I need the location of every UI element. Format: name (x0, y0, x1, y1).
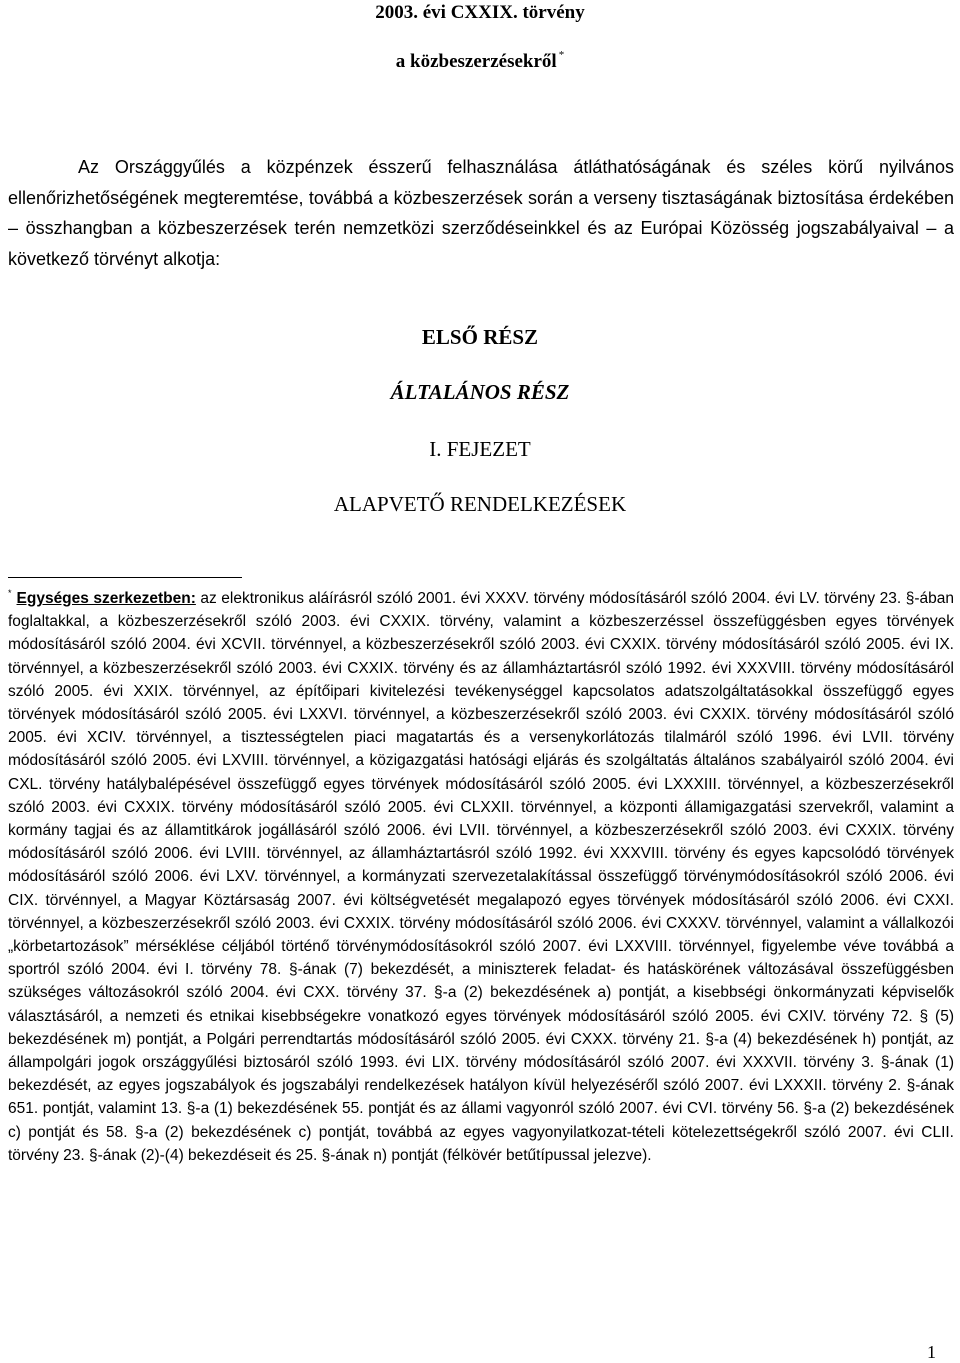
page-number: 1 (927, 1342, 936, 1362)
law-title (0, 2, 960, 24)
footnote-lead: Egységes szerkezetben: (16, 590, 196, 607)
law-subtitle (0, 49, 960, 73)
footnote-marker-bottom: * (8, 588, 12, 598)
law-subtitle-text: a közbeszerzésekről (395, 51, 557, 72)
preamble-text: Az Országgyűlés a közpénzek ésszerű felhasználása átláthatóságának és széles körű nyilvános ellenőrizhetőségének megteremtése, továbbá a közbeszerzések során a verseny tisztaságának biztosítása érdekében – összhangban a közbeszerzések terén nemzetközi szerződéseinkkel és az Európai Közösség jogszabályaival – a következő törvényt alkotja: (8, 157, 954, 269)
preamble-paragraph (8, 152, 954, 274)
general-part-heading: ÁLTALÁNOS RÉSZ (390, 380, 570, 404)
part-heading: ELSŐ RÉSZ (421, 325, 539, 349)
footnote-text: az elektronikus aláírásról szóló 2001. évi XXXV. törvény módosításáról szóló 2004. évi LV. törvény 23. §-ában foglaltakkal, a közbeszerzésekről szóló 2003. évi CXXIX. törvény, valamint a közbeszerzéssel összefüggésben egyes törvények módosításáról szóló 2004. évi XCVII. törvénnyel, a közbeszerzésekről szóló 2003. évi CXXIX. törvény módosításáról szóló 2005. évi IX. törvénnyel, a közbeszerzésekről szóló 2003. évi CXXIX. törvény és az államháztartásról szóló 1992. évi XXXVIII. törvény módosításáról szóló 2005. évi XXIX. törvénnyel, az építőipari kivitelezési tevékenységgel kapcsolatos adatszolgáltatásokkal összefüggő egyes törvények módosításáról szóló 2005. évi LXXVI. törvénnyel, a közbeszerzésekről szóló 2003. évi CXXIX. törvény módosításáról szóló 2005. évi XCIV. törvénnyel, a tisztességtelen piaci magatartás és a versenykorlátozás tilalmáról szóló 1996. évi LVII. törvény módosításáról szóló 2005. évi LXVIII. törvénnyel, a közigazgatási hatósági eljárás és szolgáltatás általános szabályairól szóló 2004. évi CXL. törvény hatálybalépésével összefüggő egyes törvények módosításáról szóló 2005. évi LXXXIII. törvénnyel, a közbeszerzésekről szóló 2003. évi CXXIX. törvény módosításáról szóló 2005. évi CLXXII. törvénnyel, a központi államigazgatási szervekről, valamint a kormány tagjai és az államtitkárok jogállásáról szóló 2006. évi LVII. törvénnyel, a közbeszerzésekről szóló 2003. évi CXXIX. törvény módosításáról szóló 2006. évi LVIII. törvénnyel, az államháztartásról szóló 1992. évi XXXVIII. törvény és egyes kapcsolódó törvények módosításáról szóló 2006. évi LXV. törvénnyel, a kormányzati szervezetalakítással összefüggő törvénymódosításokról szóló 2006. évi CIX. törvénnyel, a Magyar Köztársaság 2007. évi költségvetését megalapozó egyes törvények módosításáról szóló 2006. évi CXXI. törvénnyel, a közbeszerzésekről szóló 2003. évi CXXIX. törvény módosításáról szóló 2006. évi CXXXV. törvénnyel, valamint a vállalkozói „körbetartozások” mérséklése céljából történő törvénymódosításokról szóló 2007. évi LXXVIII. törvénnyel, figyelembe véve továbbá a sportról szóló 2004. évi I. törvény 78. §-ának (7) bekezdését, a miniszterek feladat- és hatáskörének változásával összefüggésben szükséges változásokról szóló 2004. évi CXX. törvény 37. §-a (2) bekezdésének a) pontját, a kisebbségi önkormányzati képviselők választásáról, a nemzeti és etnikai kisebbségekre vonatkozó egyes törvények módosításáról szóló 2005. évi CXIV. törvény 72. § (5) bekezdésének m) pontját, a Polgári perrendtartás módosításáról szóló 2005. évi CXXX. törvény 21. §-a (4) bekezdésének h) pontját, az állampolgári jogok országgyűlési biztosáról szóló 1993. évi LIX. törvény módosításáról szóló 2007. évi XXXVII. törvény 3. §-ának (1) bekezdését, az egyes jogszabályok és jogszabályi rendelkezések hatályon kívül helyezéséről szóló 2007. évi LXXXII. törvény 2. §-ának 651. pontját, valamint 13. §-a (1) bekezdésének 55. pontját és az állami vagyonról szóló 2007. évi CVI. törvény 56. §-a (2) bekezdésének c) pontját és 58. §-a (2) bekezdésének c) pontját, továbbá az egyes vagyonyilatkozat-tételi kötelezettségekről szóló 2007. évi CLII. törvény 23. §-ának (2)-(4) bekezdéseit és 25. §-ának n) pontját (félkövér betűtípussal jelezve). (8, 590, 954, 1164)
footnote-marker[interactable]: * (558, 49, 565, 61)
chapter-title: ALAPVETŐ RENDELKEZÉSEK (333, 492, 627, 516)
law-title-text: 2003. évi CXXIX. törvény (375, 2, 585, 23)
footnote (8, 582, 954, 1167)
footnote-separator (8, 577, 242, 578)
chapter-number: I. FEJEZET (429, 437, 531, 461)
